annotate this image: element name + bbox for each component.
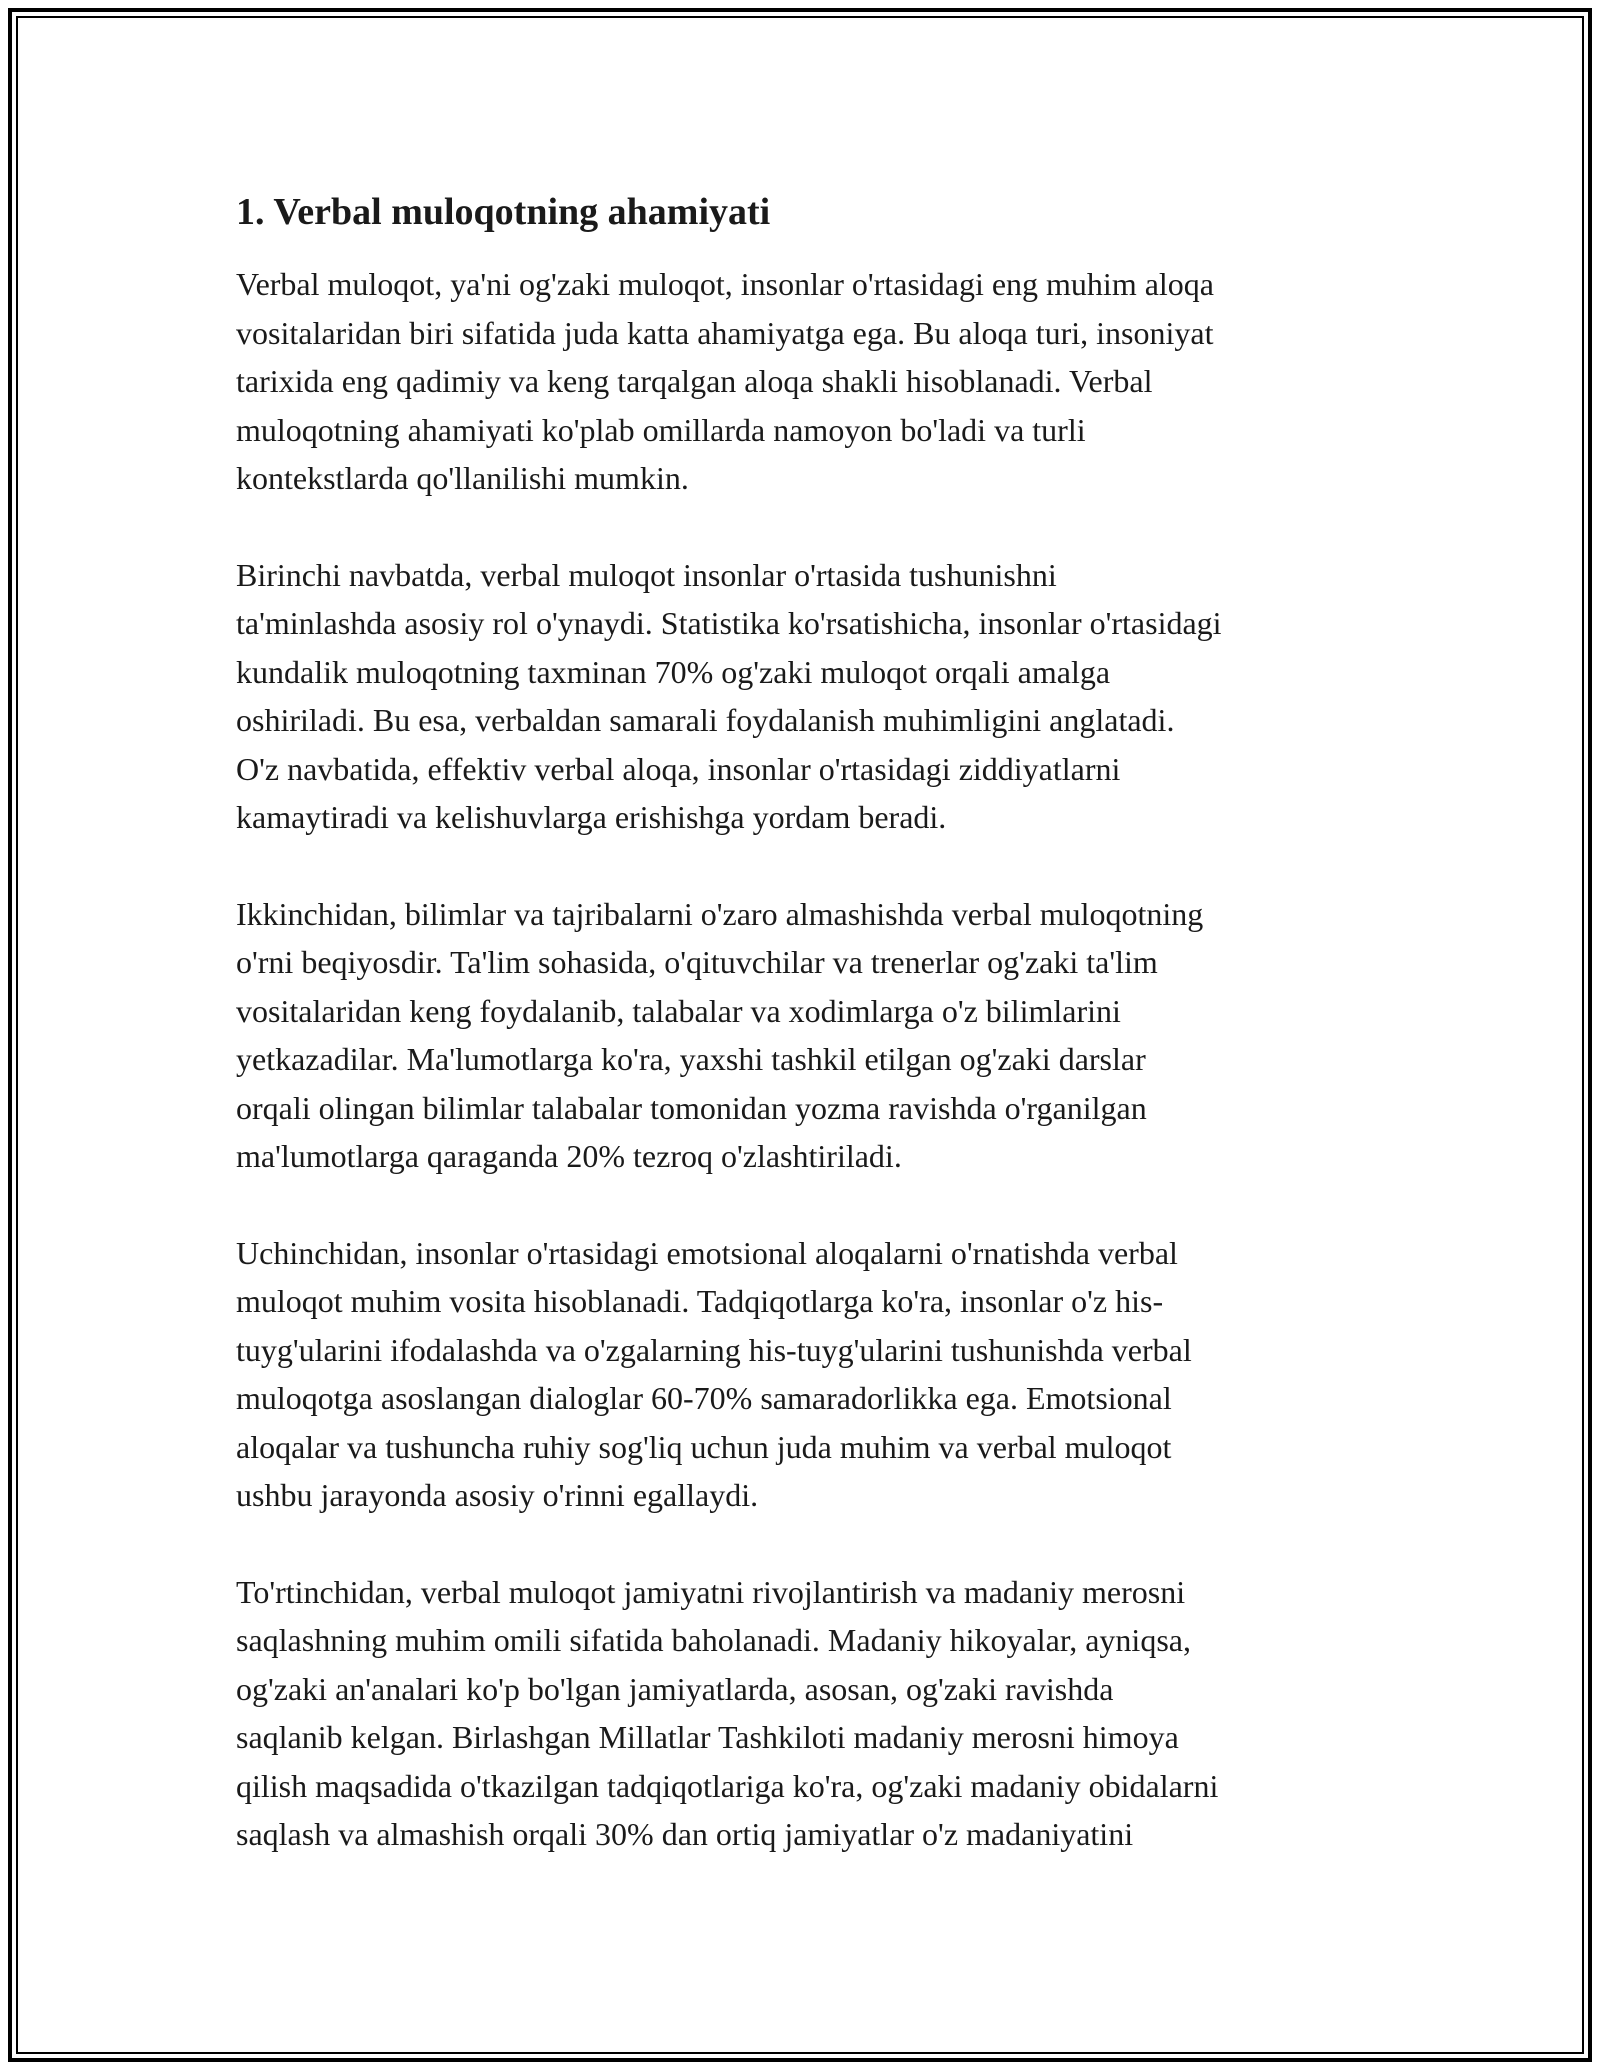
paragraph-2: Birinchi navbatda, verbal muloqot insonlar o'rtasida tushunishni ta'minlashda asosiy rol o'ynaydi. Statistika ko'rsatishicha, insonlar o'rtasidagi kundalik muloqotning taxminan 70% og'zaki muloqot orqali amalga oshiriladi. Bu esa, verbaldan samarali foydalanish muhimligini anglatadi. O'z navbatida, effektiv verbal aloqa, insonlar o'rtasidagi ziddiyatlarni kamaytiradi va kelishuvlarga erishishga yordam beradi. [236, 556, 1222, 835]
paragraph-4: Uchinchidan, insonlar o'rtasidagi emotsional aloqalarni o'rnatishda verbal muloqot muhim vosita hisoblanadi. Tadqiqotlarga ko'ra, insonlar o'z his- tuyg'ularini ifodalashda va o'zgalarning his-tuyg'ularini tushunishda verbal muloqotga asoslangan dialoglar 60-70% samaradorlikka ega. Emotsional aloqalar va tushuncha ruhiy sog'liq uchun juda muhim va verbal muloqot ushbu jarayonda asosiy o'rinni egallaydi. [236, 1234, 1192, 1513]
paragraph-5: To'rtinchidan, verbal muloqot jamiyatni rivojlantirish va madaniy merosni saqlashning muhim omili sifatida baholanadi. Madaniy hikoyalar, ayniqsa, og'zaki an'analari ko'p bo'lgan jamiyatlarda, asosan, og'zaki ravishda saqlanib kelgan. Birlashgan Millatlar Tashkiloti madaniy merosni himoya qilish maqsadida o'tkazilgan tadqiqotlariga ko'ra, og'zaki madaniy obidalarni saqlash va almashish orqali 30% dan ortiq jamiyatlar o'z madaniyatini [236, 1573, 1219, 1852]
paragraph-1: Verbal muloqot, ya'ni og'zaki muloqot, insonlar o'rtasidagi eng muhim aloqa vositalaridan biri sifatida juda katta ahamiyatga ega. Bu aloqa turi, insoniyat tarixida eng qadimiy va keng tarqalgan aloqa shakli hisoblanadi. Verbal muloqotning ahamiyati ko'plab omillarda namoyon bo'ladi va turli kontekstlarda qo'llanilishi mumkin. [236, 266, 1214, 496]
section-heading: 1. Verbal muloqotning ahamiyati [236, 191, 771, 233]
document-body [236, 186, 1376, 1907]
paragraph-3: Ikkinchidan, bilimlar va tajribalarni o'zaro almashishda verbal muloqotning o'rni beqiyosdir. Ta'lim sohasida, o'qituvchilar va trenerlar og'zaki ta'lim vositalaridan keng foydalanib, talabalar va xodimlarga o'z bilimlarini yetkazadilar. Ma'lumotlarga ko'ra, yaxshi tashkil etilgan og'zaki darslar orqali olingan bilimlar talabalar tomonidan yozma ravishda o'rganilgan ma'lumotlarga qaraganda 20% tezroq o'zlashtiriladi. [236, 895, 1204, 1174]
